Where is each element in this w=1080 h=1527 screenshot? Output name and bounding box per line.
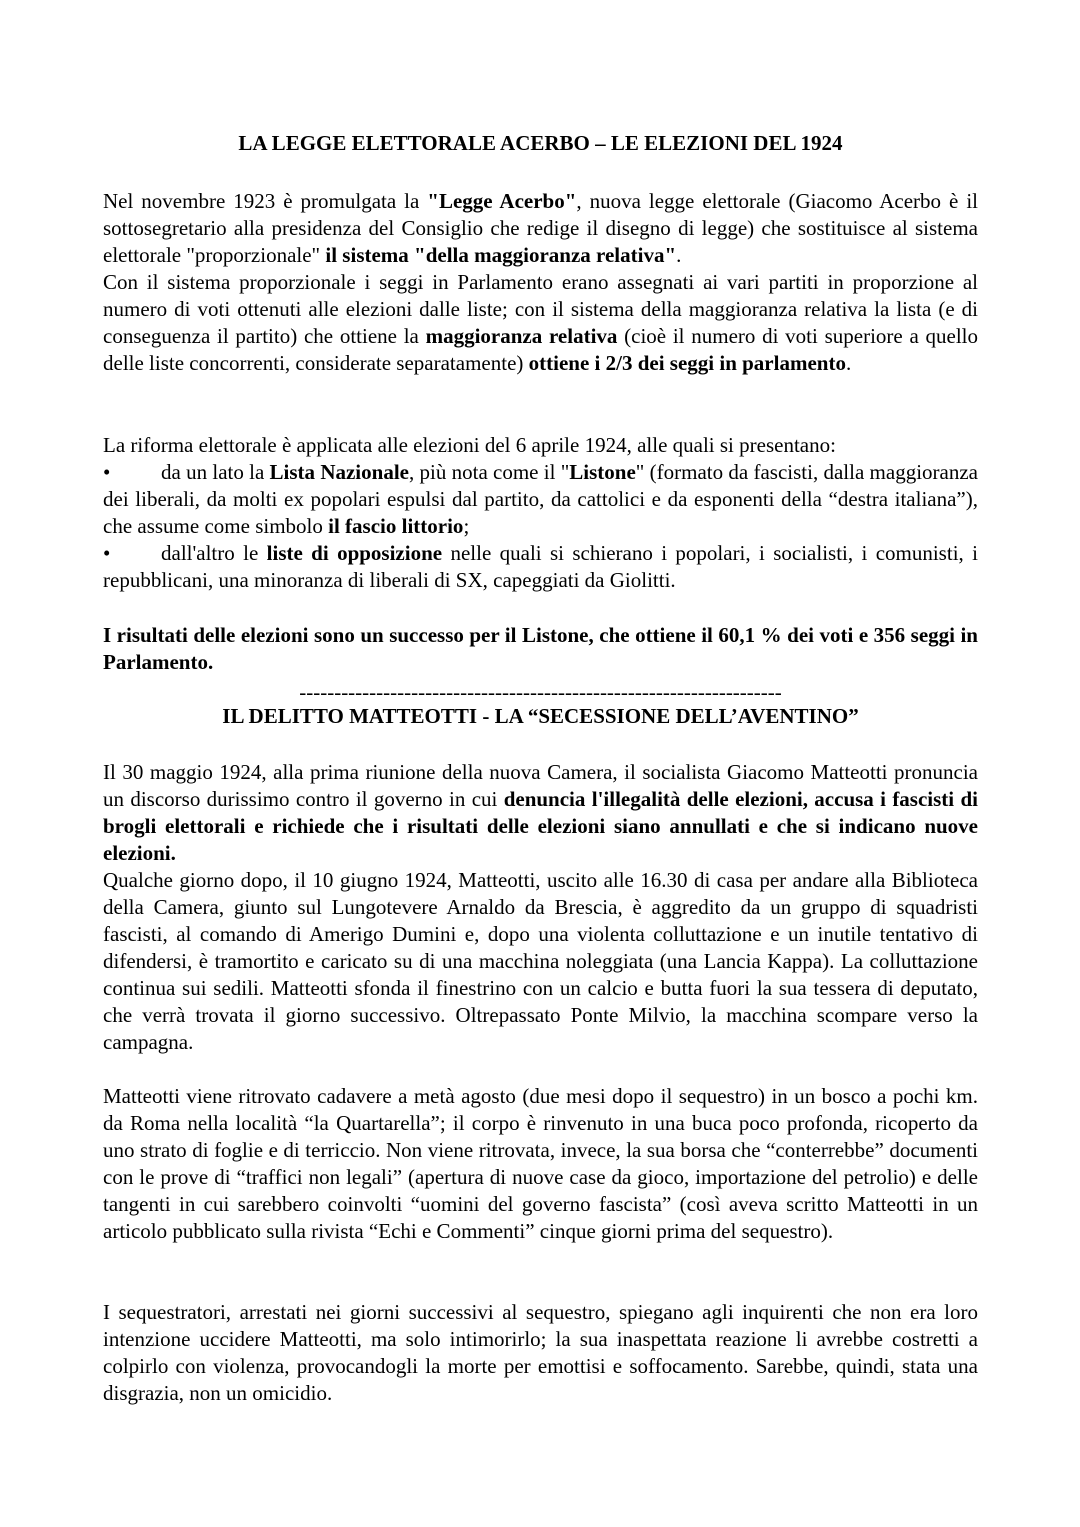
paragraph-risultati: I risultati delle elezioni sono un successo per il Listone, che ottiene il 60,1 % dei voti e 356 seggi in Parlamento. xyxy=(103,623,978,674)
paragraph-legge-acerbo: Nel novembre 1923 è promulgata la "Legge Acerbo", nuova legge elettorale (Giacomo Acerbo è il sottosegretario alla presidenza del Consiglio che redige il disegno di legge) che sostituisce al sistema elettorale "proporzionale" il sistema "della maggioranza relativa". xyxy=(103,189,978,267)
bullet-icon: • xyxy=(103,460,111,484)
section1-title: LA LEGGE ELETTORALE ACERBO – LE ELEZIONI DEL 1924 xyxy=(238,131,843,155)
paragraph-aggressione: Qualche giorno dopo, il 10 giugno 1924, Matteotti, uscito alle 16.30 di casa per andare alla Biblioteca della Camera, giunto sul Lungotevere Arnaldo da Brescia, è aggredito da un gruppo di squadristi fascisti, al comando di Amerigo Dumini e, dopo una violenta colluttazione e un inutile tentativo di difendersi, è tramortito e caricato su di una macchina noleggiata (una Lancia Kappa). La colluttazione continua sui sedili. Matteotti sfonda il finestrino con un calcio e butta fuori la sua tessera di deputato, che verrà trovata il giorno successivo. Oltrepassato Ponte Milvio, la macchina scompare verso la campagna. xyxy=(103,868,978,1054)
paragraph-riforma-intro: La riforma elettorale è applicata alle elezioni del 6 aprile 1924, alle quali si presentano: xyxy=(103,433,836,457)
section2-title: IL DELITTO MATTEOTTI - LA “SECESSIONE DELL’AVENTINO” xyxy=(222,704,859,728)
bullet-icon: • xyxy=(103,541,111,565)
elections-block xyxy=(103,432,978,594)
paragraph-sequestratori: I sequestratori, arrestati nei giorni successivi al sequestro, spiegano agli inquirenti che non era loro intenzione uccidere Matteotti, ma solo intimorirlo; la sua inaspettata reazione li avrebbe costretti a colpirlo con violenza, provocandogli la morte per emottisi e soffocamento. Sarebbe, quindi, stata una disgrazia, non un omicidio. xyxy=(103,1300,978,1405)
list-item-lista-nazionale: • da un lato la Lista Nazionale, più nota come il "Listone" (formato da fascisti, dalla maggioranza dei liberali, da molti ex popolari espulsi dal partito, da cattolici e da esponenti della “destra italiana”), che assume come simbolo il fascio littorio; xyxy=(103,460,978,538)
list-item-liste-opposizione: • dall'altro le liste di opposizione nelle quali si schierano i popolari, i socialisti, i comunisti, i repubblicani, una minoranza di liberali di SX, capeggiati da Giolitti. xyxy=(103,541,978,592)
paragraph-ritrovamento: Matteotti viene ritrovato cadavere a metà agosto (due mesi dopo il sequestro) in un bosco a pochi km. da Roma nella località “la Quartarella”; il corpo è rinvenuto in una buca poco profonda, ricoperto da uno strato di foglie e di terriccio. Non viene ritrovata, invece, la sua borsa che “conterrebbe” documenti con le prove di “traffici non legali” (apertura di nuove case da gioco, importazione del petrolio) e delle tangenti in cui sarebbero coinvolti “uomini del governo fascista” (così aveva scritto Matteotti in un articolo pubblicato sulla rivista “Echi e Commenti” cinque giorni prima del sequestro). xyxy=(103,1084,978,1243)
paragraph-sistema-proporzionale: Con il sistema proporzionale i seggi in Parlamento erano assegnati ai vari partiti in proporzione al numero di voti ottenuti alle elezioni dalle liste; con il sistema della maggioranza relativa la lista (e di conseguenza il partito) che ottiene la maggioranza relativa (cioè il numero di voti superiore a quello delle liste concorrenti, considerate separatamente) ottiene i 2/3 dei seggi in parlamento. xyxy=(103,270,978,375)
section-separator: --------------------------------------------------------------------- xyxy=(299,680,782,704)
paragraph-discorso-matteotti: Il 30 maggio 1924, alla prima riunione della nuova Camera, il socialista Giacomo Matteotti pronuncia un discorso durissimo contro il governo in cui denuncia l'illegalità delle elezioni, accusa i fascisti di brogli elettorali e richiede che i risultati delle elezioni siano annullati e che si indicano nuove elezioni. xyxy=(103,760,978,865)
